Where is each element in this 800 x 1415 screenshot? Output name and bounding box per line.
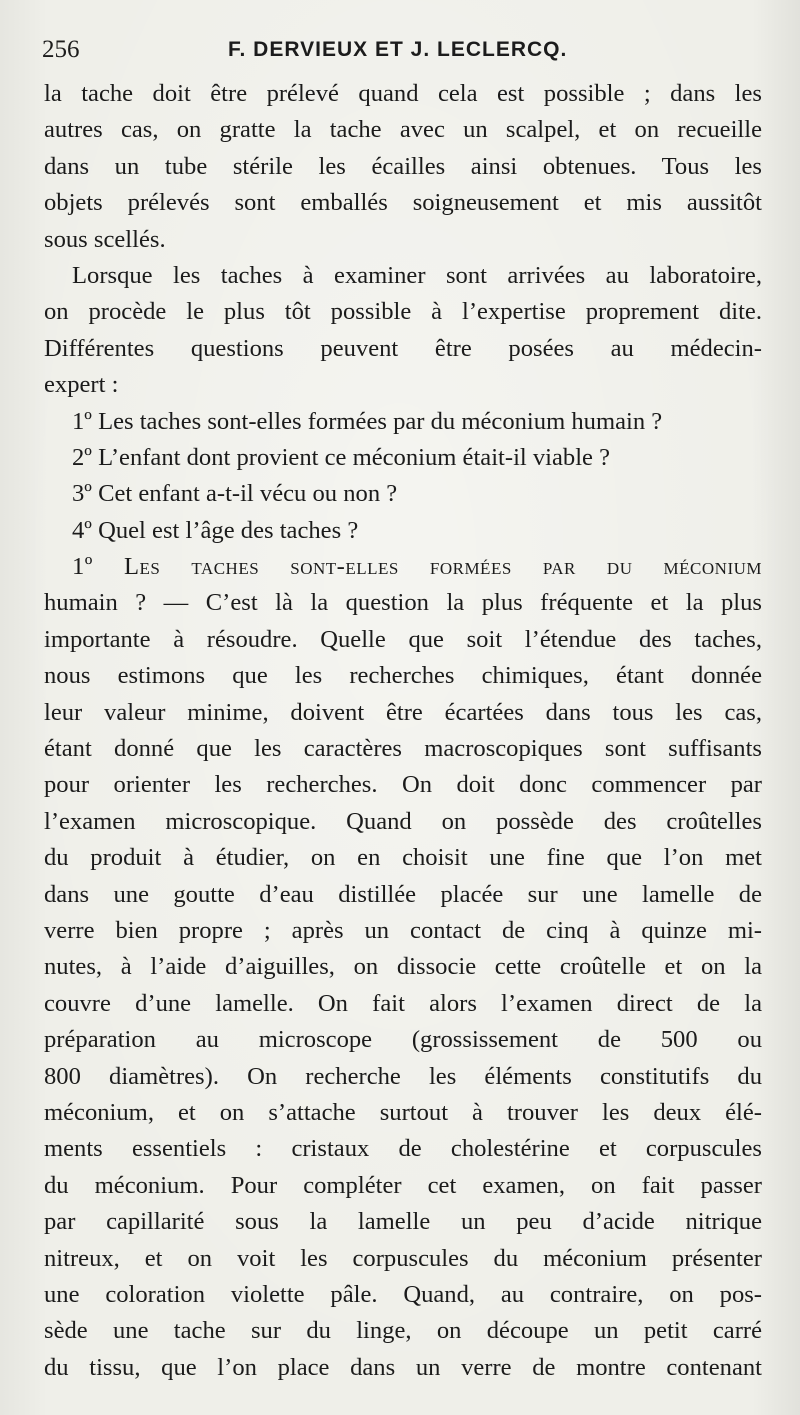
text-line: Lorsque les taches à examiner sont arrivées au laboratoire, xyxy=(72,261,762,289)
text-line: du méconium. Pour compléter cet examen, on fait passer xyxy=(44,1171,762,1199)
text-line: nutes, à l’aide d’aiguilles, on dissocie cette croûtelle et on la xyxy=(44,953,762,981)
text-line: 3º Cet enfant a-t-il vécu ou non ? xyxy=(72,480,398,508)
page-header xyxy=(42,32,762,72)
text-line: nous estimons que les recherches chimiques, étant donnée xyxy=(44,662,762,690)
text-line: 1º Les taches sont-elles formées par du méconium xyxy=(72,553,762,581)
text-line: 2º L’enfant dont provient ce méconium était-il viable ? xyxy=(72,443,611,471)
text-line: couvre d’une lamelle. On fait alors l’examen direct de la xyxy=(44,989,762,1017)
text-line: du produit à étudier, on en choisit une fine que l’on met xyxy=(44,844,762,872)
text-line: importante à résoudre. Quelle que soit l’étendue des taches, xyxy=(44,625,762,653)
text-line: dans une goutte d’eau distillée placée sur une lamelle de xyxy=(44,880,762,908)
text-line: pour orienter les recherches. On doit donc commencer par xyxy=(44,771,762,799)
text-line: on procède le plus tôt possible à l’expertise proprement dite. xyxy=(44,298,762,326)
text-line: une coloration violette pâle. Quand, au contraire, on pos- xyxy=(44,1280,762,1308)
text-line: méconium, et on s’attache surtout à trouver les deux élé- xyxy=(44,1098,762,1126)
text-line: verre bien propre ; après un contact de cinq à quinze mi- xyxy=(44,916,762,944)
text-line: sous scellés. xyxy=(44,225,166,253)
text-line: préparation au microscope (grossissement de 500 ou xyxy=(44,1026,762,1054)
text-line: par capillarité sous la lamelle un peu d’acide nitrique xyxy=(44,1208,762,1236)
page-number: 256 xyxy=(42,36,80,63)
text-line: dans un tube stérile les écailles ainsi obtenues. Tous les xyxy=(44,152,762,180)
body-text xyxy=(44,76,762,1386)
text-line: l’examen microscopique. Quand on possède des croûtelles xyxy=(44,807,762,835)
text-line: 4º Quel est l’âge des taches ? xyxy=(72,516,359,544)
text-line: 800 diamètres). On recherche les éléments constitutifs du xyxy=(44,1062,762,1090)
text-line: 1º Les taches sont-elles formées par du méconium humain ? xyxy=(72,407,663,435)
text-line: objets prélevés sont emballés soigneusement et mis aussitôt xyxy=(44,189,762,217)
text-line: autres cas, on gratte la tache avec un scalpel, et on recueille xyxy=(44,116,762,144)
text-line: ments essentiels : cristaux de cholestérine et corpuscules xyxy=(44,1135,762,1163)
text-line: Différentes questions peuvent être posées au médecin- xyxy=(44,334,762,362)
text-line: du tissu, que l’on place dans un verre de montre contenant xyxy=(44,1353,762,1381)
running-head: F. DERVIEUX ET J. LECLERCQ. xyxy=(228,38,568,61)
text-line: sède une tache sur du linge, on découpe un petit carré xyxy=(44,1317,762,1345)
text-line: leur valeur minime, doivent être écartées dans tous les cas, xyxy=(44,698,762,726)
text-line: nitreux, et on voit les corpuscules du méconium présenter xyxy=(44,1244,762,1272)
text-line: expert : xyxy=(44,371,119,399)
text-line: étant donné que les caractères macroscopiques sont suffisants xyxy=(44,735,762,763)
text-line: humain ? — C’est là la question la plus fréquente et la plus xyxy=(44,589,762,617)
text-line: la tache doit être prélevé quand cela est possible ; dans les xyxy=(44,80,762,107)
